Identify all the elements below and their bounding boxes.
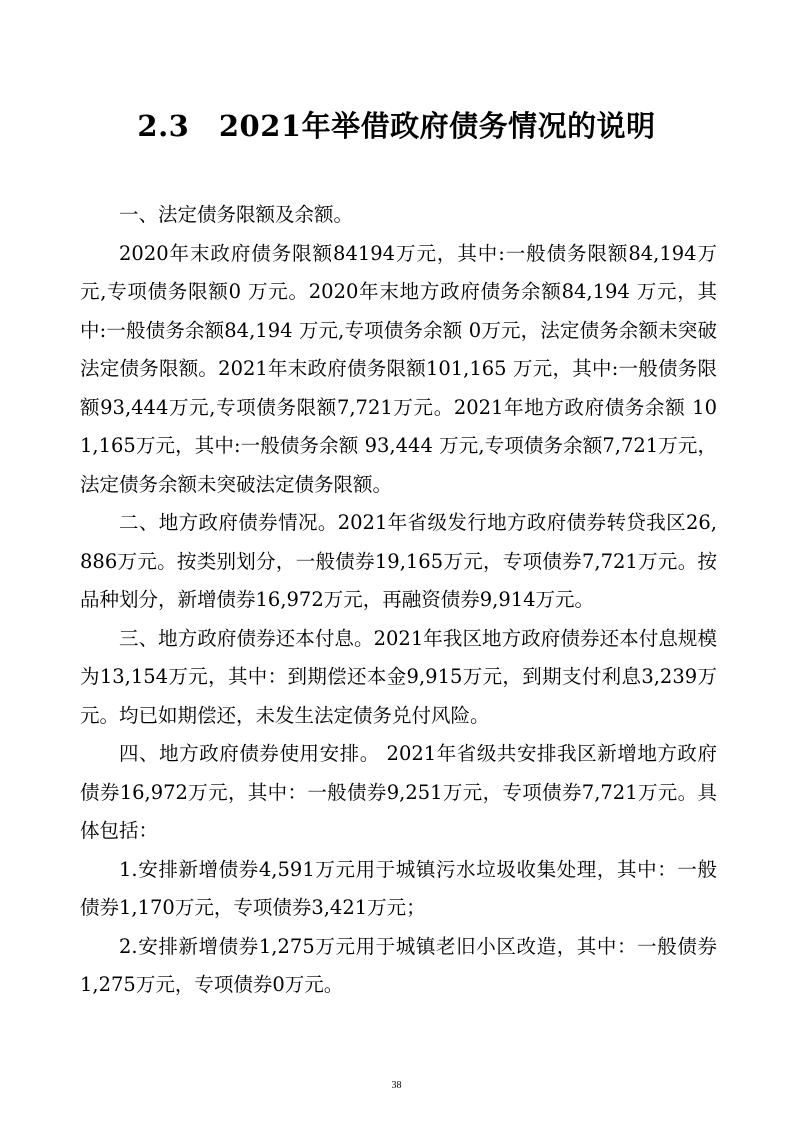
paragraph-section-4-usage: 四、地方政府债券使用安排。 2021年省级共安排我区新增地方政府债券16,972万元，其中：一般债券9,251万元，专项债券7,721万元。具体包括：: [80, 742, 717, 842]
page-title: 2.3 2021年举借政府债务情况的说明: [137, 109, 656, 143]
paragraph-item-2-renovation: 2.安排新增债券1,275万元用于城镇老旧小区改造，其中：一般债券1,275万元，专项债券0万元。: [80, 934, 717, 996]
page-number: 38: [391, 1080, 402, 1091]
paragraph-section-1-heading: 一、法定债务限额及余额。: [119, 203, 354, 226]
paragraph-item-1-sewage: 1.安排新增债券4,591万元用于城镇污水垃圾收集处理，其中：一般债券1,170万元，专项债券3,421万元；: [80, 857, 717, 919]
paragraph-debt-limits: 2020年末政府债务限额84194万元，其中:一般债务限额84,194万元,专项债务限额0 万元。2020年末地方政府债务余额84,194 万元，其中:一般债务余额84,194 万元,专项债务余额 0万元，法定债务余额未突破法定债务限额。2021年末政府债务限额101,165 万元，其中:一般债务限额93,444万元,专项债务限额7,721万元。2021年地方政府债务余额 101,165万元，其中:一般债务余额 93,444 万元,专项债务余额7,721万元，法定债务余额未突破法定债务限额。: [80, 241, 717, 496]
paragraph-section-2-bonds: 二、地方政府债券情况。2021年省级发行地方政府债券转贷我区26,886万元。按类别划分，一般债券19,165万元，专项债券7,721万元。按品种划分，新增债券16,972万元，再融资债券9,914万元。: [80, 511, 717, 611]
paragraph-section-3-repayment: 三、地方政府债券还本付息。2021年我区地方政府债券还本付息规模为13,154万元，其中：到期偿还本金9,915万元，到期支付利息3,239万元。均已如期偿还，未发生法定债务兑付风险。: [80, 626, 717, 727]
document-body: [80, 196, 717, 1005]
